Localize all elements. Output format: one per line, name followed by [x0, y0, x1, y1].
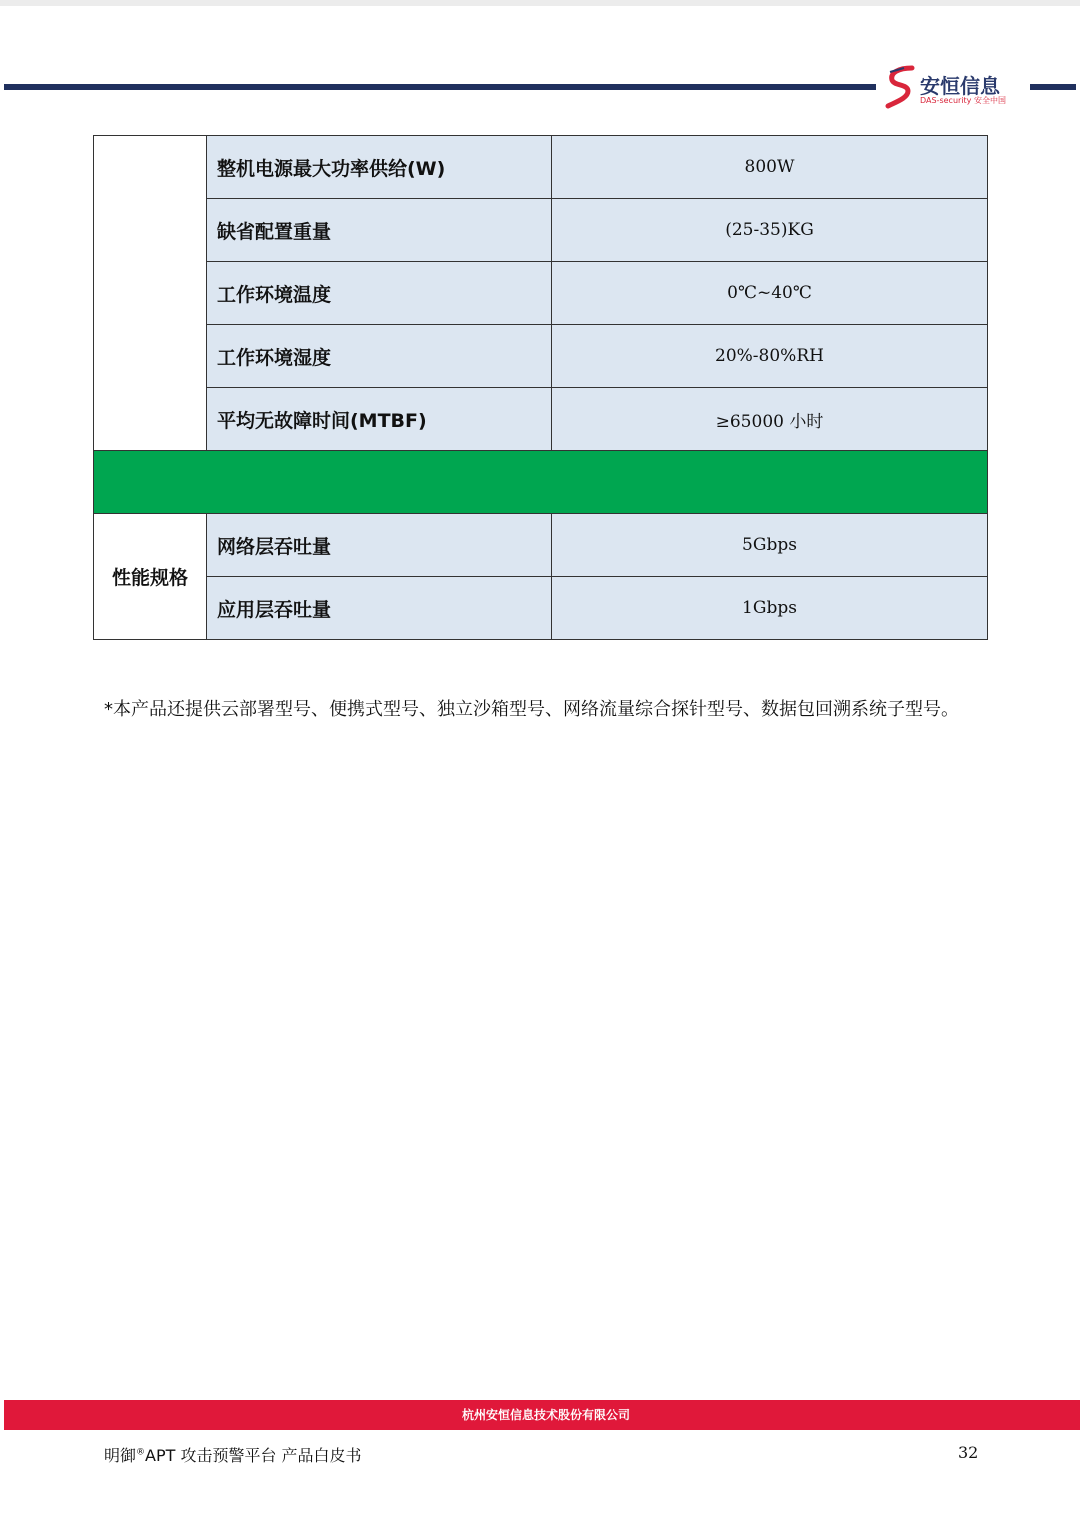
document-title — [104, 1443, 362, 1466]
footer-bar — [4, 1400, 1080, 1430]
page-number: 32 — [958, 1443, 979, 1462]
spec-value: 0℃~40℃ — [552, 262, 988, 325]
spec-value: 20%-80%RH — [552, 325, 988, 388]
spec-label: 平均无故障时间(MTBF) — [207, 388, 552, 451]
header-rule-right — [1030, 84, 1076, 90]
spec-label: 工作环境湿度 — [207, 325, 552, 388]
section-divider-bar — [94, 451, 988, 514]
category-cell: 性能规格 — [94, 514, 207, 640]
doc-title-pre: 明御 — [104, 1446, 137, 1465]
table-row — [94, 199, 988, 262]
spec-table — [93, 135, 988, 640]
table-row — [94, 388, 988, 451]
category-cell-empty — [94, 136, 207, 451]
spec-value: 5Gbps — [552, 514, 988, 577]
top-strip — [0, 0, 1080, 6]
spec-label: 整机电源最大功率供给(W) — [207, 136, 552, 199]
spec-value: ≥65000 小时 — [552, 388, 988, 451]
footer-company: 杭州安恒信息技术股份有限公司 — [461, 1408, 630, 1422]
spec-label: 网络层吞吐量 — [207, 514, 552, 577]
spec-label: 缺省配置重量 — [207, 199, 552, 262]
footnote: *本产品还提供云部署型号、便携式型号、独立沙箱型号、网络流量综合探针型号、数据包回溯系统子型号。 — [104, 699, 959, 720]
logo-mark-icon — [884, 64, 918, 110]
spec-value: (25-35)KG — [552, 199, 988, 262]
table-row — [94, 514, 988, 577]
spec-label: 应用层吞吐量 — [207, 577, 552, 640]
logo-name: 安恒信息 — [920, 74, 1000, 98]
spec-value: 1Gbps — [552, 577, 988, 640]
table-row — [94, 577, 988, 640]
table-row — [94, 325, 988, 388]
spec-label: 工作环境温度 — [207, 262, 552, 325]
section-divider-row — [94, 451, 988, 514]
doc-title-post: APT 攻击预警平台 产品白皮书 — [145, 1446, 362, 1465]
spec-value: 800W — [552, 136, 988, 199]
table-row — [94, 262, 988, 325]
registered-mark: ® — [136, 1447, 146, 1458]
header-rule — [4, 84, 876, 90]
table-row — [94, 136, 988, 199]
company-logo — [884, 64, 1024, 112]
logo-tagline: DAS-security 安全中国 — [920, 96, 1006, 105]
